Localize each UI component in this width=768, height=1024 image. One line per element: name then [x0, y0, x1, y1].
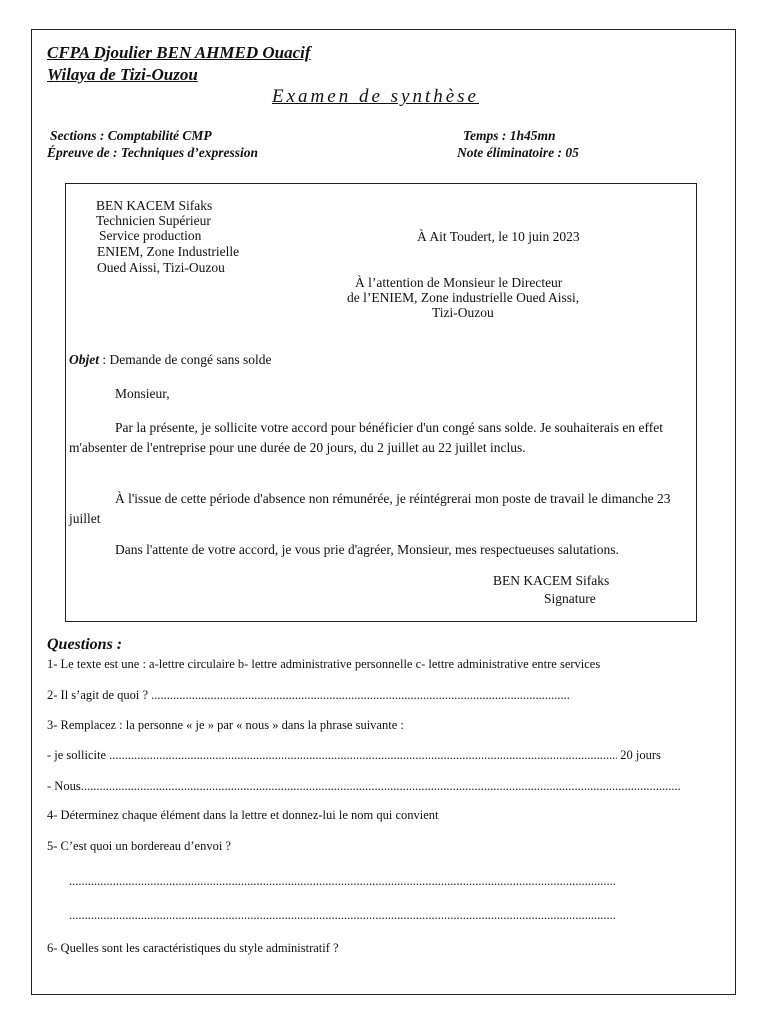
question-2 [47, 688, 569, 703]
sections-label: Sections : Comptabilité CMP [50, 128, 212, 143]
q3-line1-end: 20 jours [620, 748, 661, 762]
question-6: 6- Quelles sont les caractéristiques du style administratif ? [47, 941, 339, 955]
paragraph-3-text: Dans l'attente de votre accord, je vous prie d'agréer, Monsieur, mes respectueuses salutations. [115, 542, 619, 557]
sender-service: Service production [99, 228, 202, 243]
questions-heading: Questions : [47, 636, 123, 653]
question-5: 5- C’est quoi un bordereau d’envoi ? [47, 839, 231, 853]
paragraph-2-text: À l'issue de cette période d'absence non rémunérée, je réintégrerai mon poste de travail le dimanche 23 juillet [69, 491, 671, 526]
sender-name: BEN KACEM Sifaks [96, 198, 213, 213]
letter-paragraph-2 [69, 489, 681, 528]
q3-line2-start: - Nous [47, 779, 81, 793]
epreuve-label: Épreuve de : Techniques d’expression [47, 145, 258, 160]
answer-line-q3-1[interactable] [109, 748, 617, 763]
answer-line-q5-2-wrap [69, 908, 616, 923]
answer-line-q3-2[interactable] [81, 779, 681, 794]
recipient-line1: À l’attention de Monsieur le Directeur [355, 275, 563, 290]
place-date: À Ait Toudert, le 10 juin 2023 [417, 229, 580, 244]
answer-line-q5-1-wrap [69, 874, 616, 889]
exam-title: Examen de synthèse [272, 86, 479, 107]
answer-line-q2[interactable] [151, 688, 569, 703]
objet-label: Objet [69, 352, 99, 367]
institution-name: CFPA Djoulier BEN AHMED Ouacif [47, 43, 311, 62]
note-label: Note éliminatoire : 05 [457, 145, 579, 160]
answer-line-q5-2[interactable] [69, 908, 616, 923]
sender-title: Technicien Supérieur [96, 213, 211, 228]
signature-label: Signature [544, 591, 596, 606]
letter-paragraph-3 [69, 540, 681, 560]
question-4: 4- Déterminez chaque élément dans la lettre et donnez-lui le nom qui convient [47, 808, 439, 822]
wilaya-name: Wilaya de Tizi-Ouzou [47, 65, 198, 84]
answer-line-q5-1[interactable] [69, 874, 616, 889]
objet-text: : Demande de congé sans solde [99, 352, 272, 367]
objet-line [69, 352, 271, 368]
temps-label: Temps : 1h45mn [463, 128, 556, 143]
question-3: 3- Remplacez : la personne « je » par « nous » dans la phrase suivante : [47, 718, 404, 732]
q3-line1-start: - je sollicite [47, 748, 107, 762]
question-2-text: 2- Il s’agit de quoi ? [47, 688, 149, 702]
salutation: Monsieur, [115, 386, 170, 401]
letter-paragraph-1 [69, 418, 681, 457]
paragraph-1-text: Par la présente, je sollicite votre accord pour bénéficier d'un congé sans solde. Je souhaiterais en effet m'absenter de l'entreprise pour une durée de 20 jours, du 2 juillet au 22 juillet inclus. [69, 420, 663, 455]
recipient-line3: Tizi-Ouzou [432, 305, 494, 320]
recipient-line2: de l’ENIEM, Zone industrielle Oued Aissi, [347, 290, 580, 305]
sender-company: ENIEM, Zone Industrielle [97, 244, 240, 259]
question-3-line-1 [47, 748, 661, 763]
question-1: 1- Le texte est une : a-lettre circulaire b- lettre administrative personnelle c- lettre administrative entre services [47, 657, 601, 671]
question-3-line-2 [47, 779, 681, 794]
sender-city: Oued Aissi, Tizi-Ouzou [97, 260, 225, 275]
signoff-name: BEN KACEM Sifaks [493, 573, 610, 588]
